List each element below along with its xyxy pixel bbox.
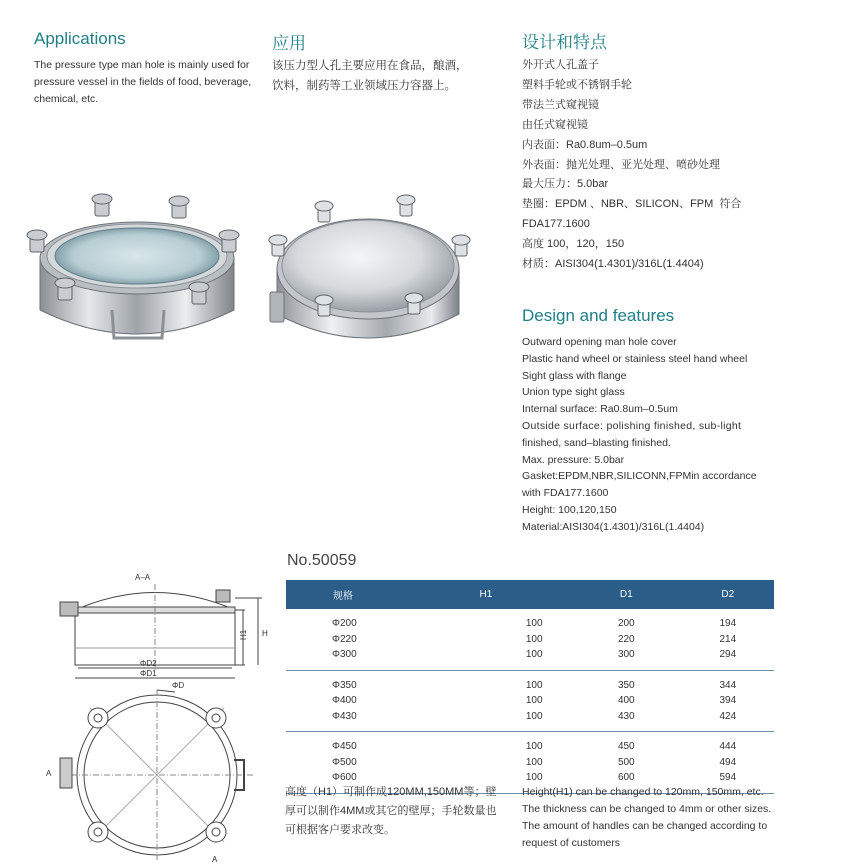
features-en-line: Sight glass with flange [522,369,627,382]
features-cn-line: 由任式窥视镜 [522,118,588,131]
table-row: Φ350 100 350 344 [332,679,737,691]
application-cn-text: 该压力型人孔主要应用在食品，酿酒，饮料，制药等工业领域压力容器上。 [272,60,468,92]
application-cn-title: 应用 [272,34,306,53]
table-row: Φ200 100 200 194 [332,618,737,630]
features-cn-title: 设计和特点 [522,33,607,52]
table-row: Φ430 100 430 424 [332,710,737,722]
features-cn-list [522,56,782,275]
features-en-line: finished, sand–blasting finished. [522,436,671,449]
note-cn: 高度（H1）可制作成120MM,150MM等；壁厚可以制作4MM或其它的壁厚；手轮数量也可根据客户要求改变。 [285,786,497,836]
d2-label: ΦD2 [140,659,157,668]
features-en-line: Material:AISI304(1.4301)/316L(1.4404) [522,520,705,533]
features-cn-line: 材质：AISI304(1.4301)/316L(1.4404) [522,258,704,271]
spec-table-wrapper [286,580,774,794]
features-cn-line: 垫圈：EPDM 、NBR、SILICON、FPM 符合 [522,198,742,211]
d1-label: ΦD1 [140,669,157,678]
features-cn-line: 高度 100，120，150 [522,238,625,251]
features-en-list [522,334,777,536]
manhole-solid-cover-photo [262,184,477,359]
section-label: A–A [135,573,151,582]
header-cell: H1 [401,580,571,609]
a-bottom-label: A [212,855,218,863]
table-header-row [286,580,774,609]
header-cell: D2 [682,580,774,609]
applications-text: The pressure type man hole is mainly used for pressure vessel in the fields of food, beverage, chemical, etc. [34,59,252,105]
section-drawing [40,570,275,682]
features-cn-line: 外开式人孔盖子 [522,59,599,71]
features-cn-line: 外表面：抛光处理、亚光处理、喷砂处理 [522,158,720,171]
features-en-line: Max. pressure: 5.0bar [522,453,625,466]
table-row: Φ500 100 500 494 [332,756,737,768]
manhole-sight-glass-photo [22,188,252,353]
a-left-label: A [46,769,52,778]
table-row: Φ600 100 600 594 [332,772,737,784]
note-en: Height(H1) can be changed to 120mm, 150mm, etc. The thickness can be changed to 4mm or other sizes. The amount of handles can be changed according to request of customers [522,786,772,849]
features-cn-line: FDA177.1600 [522,218,590,231]
features-en-line: Plastic hand wheel or stainless steel hand wheel [522,352,748,365]
model-number: No.50059 [287,552,357,569]
features-cn-line: 塑料手轮或不锈钢手轮 [522,78,632,91]
features-en-title: Design and features [522,306,675,325]
features-en-line: Outside surface: polishing finished, sub-light [522,419,742,432]
h1-label: H1 [239,629,248,640]
h-label: H [262,629,268,638]
top-view-drawing [40,678,275,863]
spec-table [286,580,774,794]
table-row: Φ300 100 300 294 [332,649,737,661]
features-en-line: Union type sight glass [522,386,625,399]
features-en-line: with FDA177.1600 [522,487,609,500]
table-row: Φ400 100 400 394 [332,695,737,707]
features-cn-line: 内表面：Ra0.8um–0.5um [522,138,648,151]
applications-title: Applications [34,29,126,48]
features-en-line: Gasket:EPDM,NBR,SILICONN,FPMin accordance [522,470,757,483]
features-cn-line: 带法兰式窥视镜 [522,98,599,111]
features-en-line: Outward opening man hole cover [522,336,677,348]
features-en-line: Internal surface: Ra0.8um–0.5um [522,403,678,416]
header-cell: D1 [571,580,682,609]
header-cell: 规格 [286,580,401,609]
d-label: ΦD [172,681,185,690]
table-row: Φ220 100 220 214 [332,633,737,645]
features-en-line: Height: 100,120,150 [522,503,617,516]
features-cn-line: 最大压力：5.0bar [522,178,609,191]
table-row: Φ450 100 450 444 [332,741,737,753]
